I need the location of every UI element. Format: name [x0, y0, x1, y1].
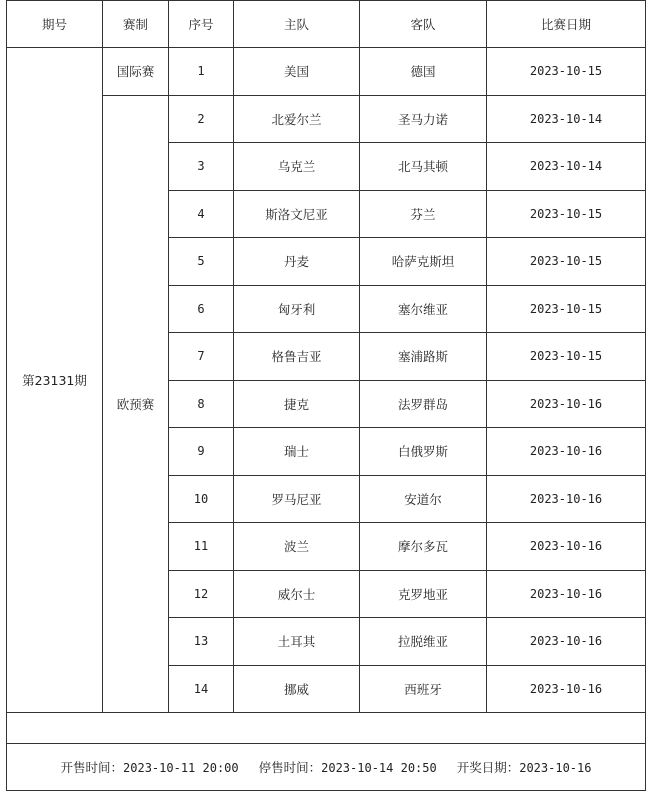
match-date: 2023-10-15 — [487, 48, 646, 96]
match-no: 9 — [169, 428, 234, 476]
sale-stop-label: 停售时间： — [258, 760, 322, 775]
away-team: 白俄罗斯 — [360, 428, 487, 476]
away-team: 北马其顿 — [360, 143, 487, 191]
match-no: 3 — [169, 143, 234, 191]
match-no: 1 — [169, 48, 234, 96]
home-team: 瑞士 — [234, 428, 360, 476]
match-no: 7 — [169, 333, 234, 381]
header-competition: 赛制 — [103, 1, 169, 48]
away-team: 摩尔多瓦 — [360, 523, 487, 571]
sale-stop-info — [259, 758, 437, 776]
match-date: 2023-10-16 — [487, 665, 646, 713]
home-team: 土耳其 — [234, 618, 360, 666]
away-team: 法罗群岛 — [360, 380, 487, 428]
match-schedule-table — [6, 0, 646, 791]
table-row — [7, 95, 646, 143]
home-team: 北爱尔兰 — [234, 95, 360, 143]
match-no: 4 — [169, 190, 234, 238]
home-team: 乌克兰 — [234, 143, 360, 191]
home-team: 丹麦 — [234, 238, 360, 286]
sale-start-info — [61, 758, 239, 776]
match-no: 2 — [169, 95, 234, 143]
away-team: 拉脱维亚 — [360, 618, 487, 666]
match-date: 2023-10-15 — [487, 238, 646, 286]
away-team: 塞尔维亚 — [360, 285, 487, 333]
draw-date-value: 2023-10-16 — [519, 761, 592, 775]
match-no: 5 — [169, 238, 234, 286]
draw-date-info — [457, 758, 592, 776]
match-date: 2023-10-16 — [487, 618, 646, 666]
table-header-row — [7, 1, 646, 48]
match-date: 2023-10-14 — [487, 95, 646, 143]
draw-date-label: 开奖日期： — [456, 760, 520, 775]
away-team: 克罗地亚 — [360, 570, 487, 618]
competition-cell: 欧预赛 — [103, 95, 169, 713]
match-no: 11 — [169, 523, 234, 571]
away-team: 哈萨克斯坦 — [360, 238, 487, 286]
match-date: 2023-10-16 — [487, 475, 646, 523]
away-team: 芬兰 — [360, 190, 487, 238]
home-team: 匈牙利 — [234, 285, 360, 333]
sale-start-label: 开售时间： — [60, 760, 124, 775]
blank-row — [7, 713, 646, 744]
match-no: 13 — [169, 618, 234, 666]
competition-cell: 国际赛 — [103, 48, 169, 96]
match-date: 2023-10-16 — [487, 570, 646, 618]
home-team: 斯洛文尼亚 — [234, 190, 360, 238]
sale-stop-value: 2023-10-14 20:50 — [321, 761, 437, 775]
away-team: 德国 — [360, 48, 487, 96]
match-date: 2023-10-16 — [487, 380, 646, 428]
away-team: 安道尔 — [360, 475, 487, 523]
period-cell: 第23131期 — [7, 48, 103, 713]
match-date: 2023-10-16 — [487, 523, 646, 571]
home-team: 波兰 — [234, 523, 360, 571]
header-home-team: 主队 — [234, 1, 360, 48]
match-no: 10 — [169, 475, 234, 523]
away-team: 塞浦路斯 — [360, 333, 487, 381]
home-team: 美国 — [234, 48, 360, 96]
home-team: 挪威 — [234, 665, 360, 713]
blank-cell — [7, 713, 646, 744]
match-date: 2023-10-14 — [487, 143, 646, 191]
header-away-team: 客队 — [360, 1, 487, 48]
match-no: 12 — [169, 570, 234, 618]
match-date: 2023-10-16 — [487, 428, 646, 476]
match-date: 2023-10-15 — [487, 190, 646, 238]
header-period: 期号 — [7, 1, 103, 48]
footer-cell — [7, 744, 646, 791]
match-date: 2023-10-15 — [487, 285, 646, 333]
home-team: 威尔士 — [234, 570, 360, 618]
home-team: 捷克 — [234, 380, 360, 428]
match-no: 14 — [169, 665, 234, 713]
home-team: 格鲁吉亚 — [234, 333, 360, 381]
home-team: 罗马尼亚 — [234, 475, 360, 523]
table-row — [7, 48, 646, 96]
away-team: 西班牙 — [360, 665, 487, 713]
match-date: 2023-10-15 — [487, 333, 646, 381]
header-match-date: 比赛日期 — [487, 1, 646, 48]
match-no: 8 — [169, 380, 234, 428]
match-no: 6 — [169, 285, 234, 333]
footer-row — [7, 744, 646, 791]
header-no: 序号 — [169, 1, 234, 48]
sale-start-value: 2023-10-11 20:00 — [123, 761, 239, 775]
away-team: 圣马力诺 — [360, 95, 487, 143]
